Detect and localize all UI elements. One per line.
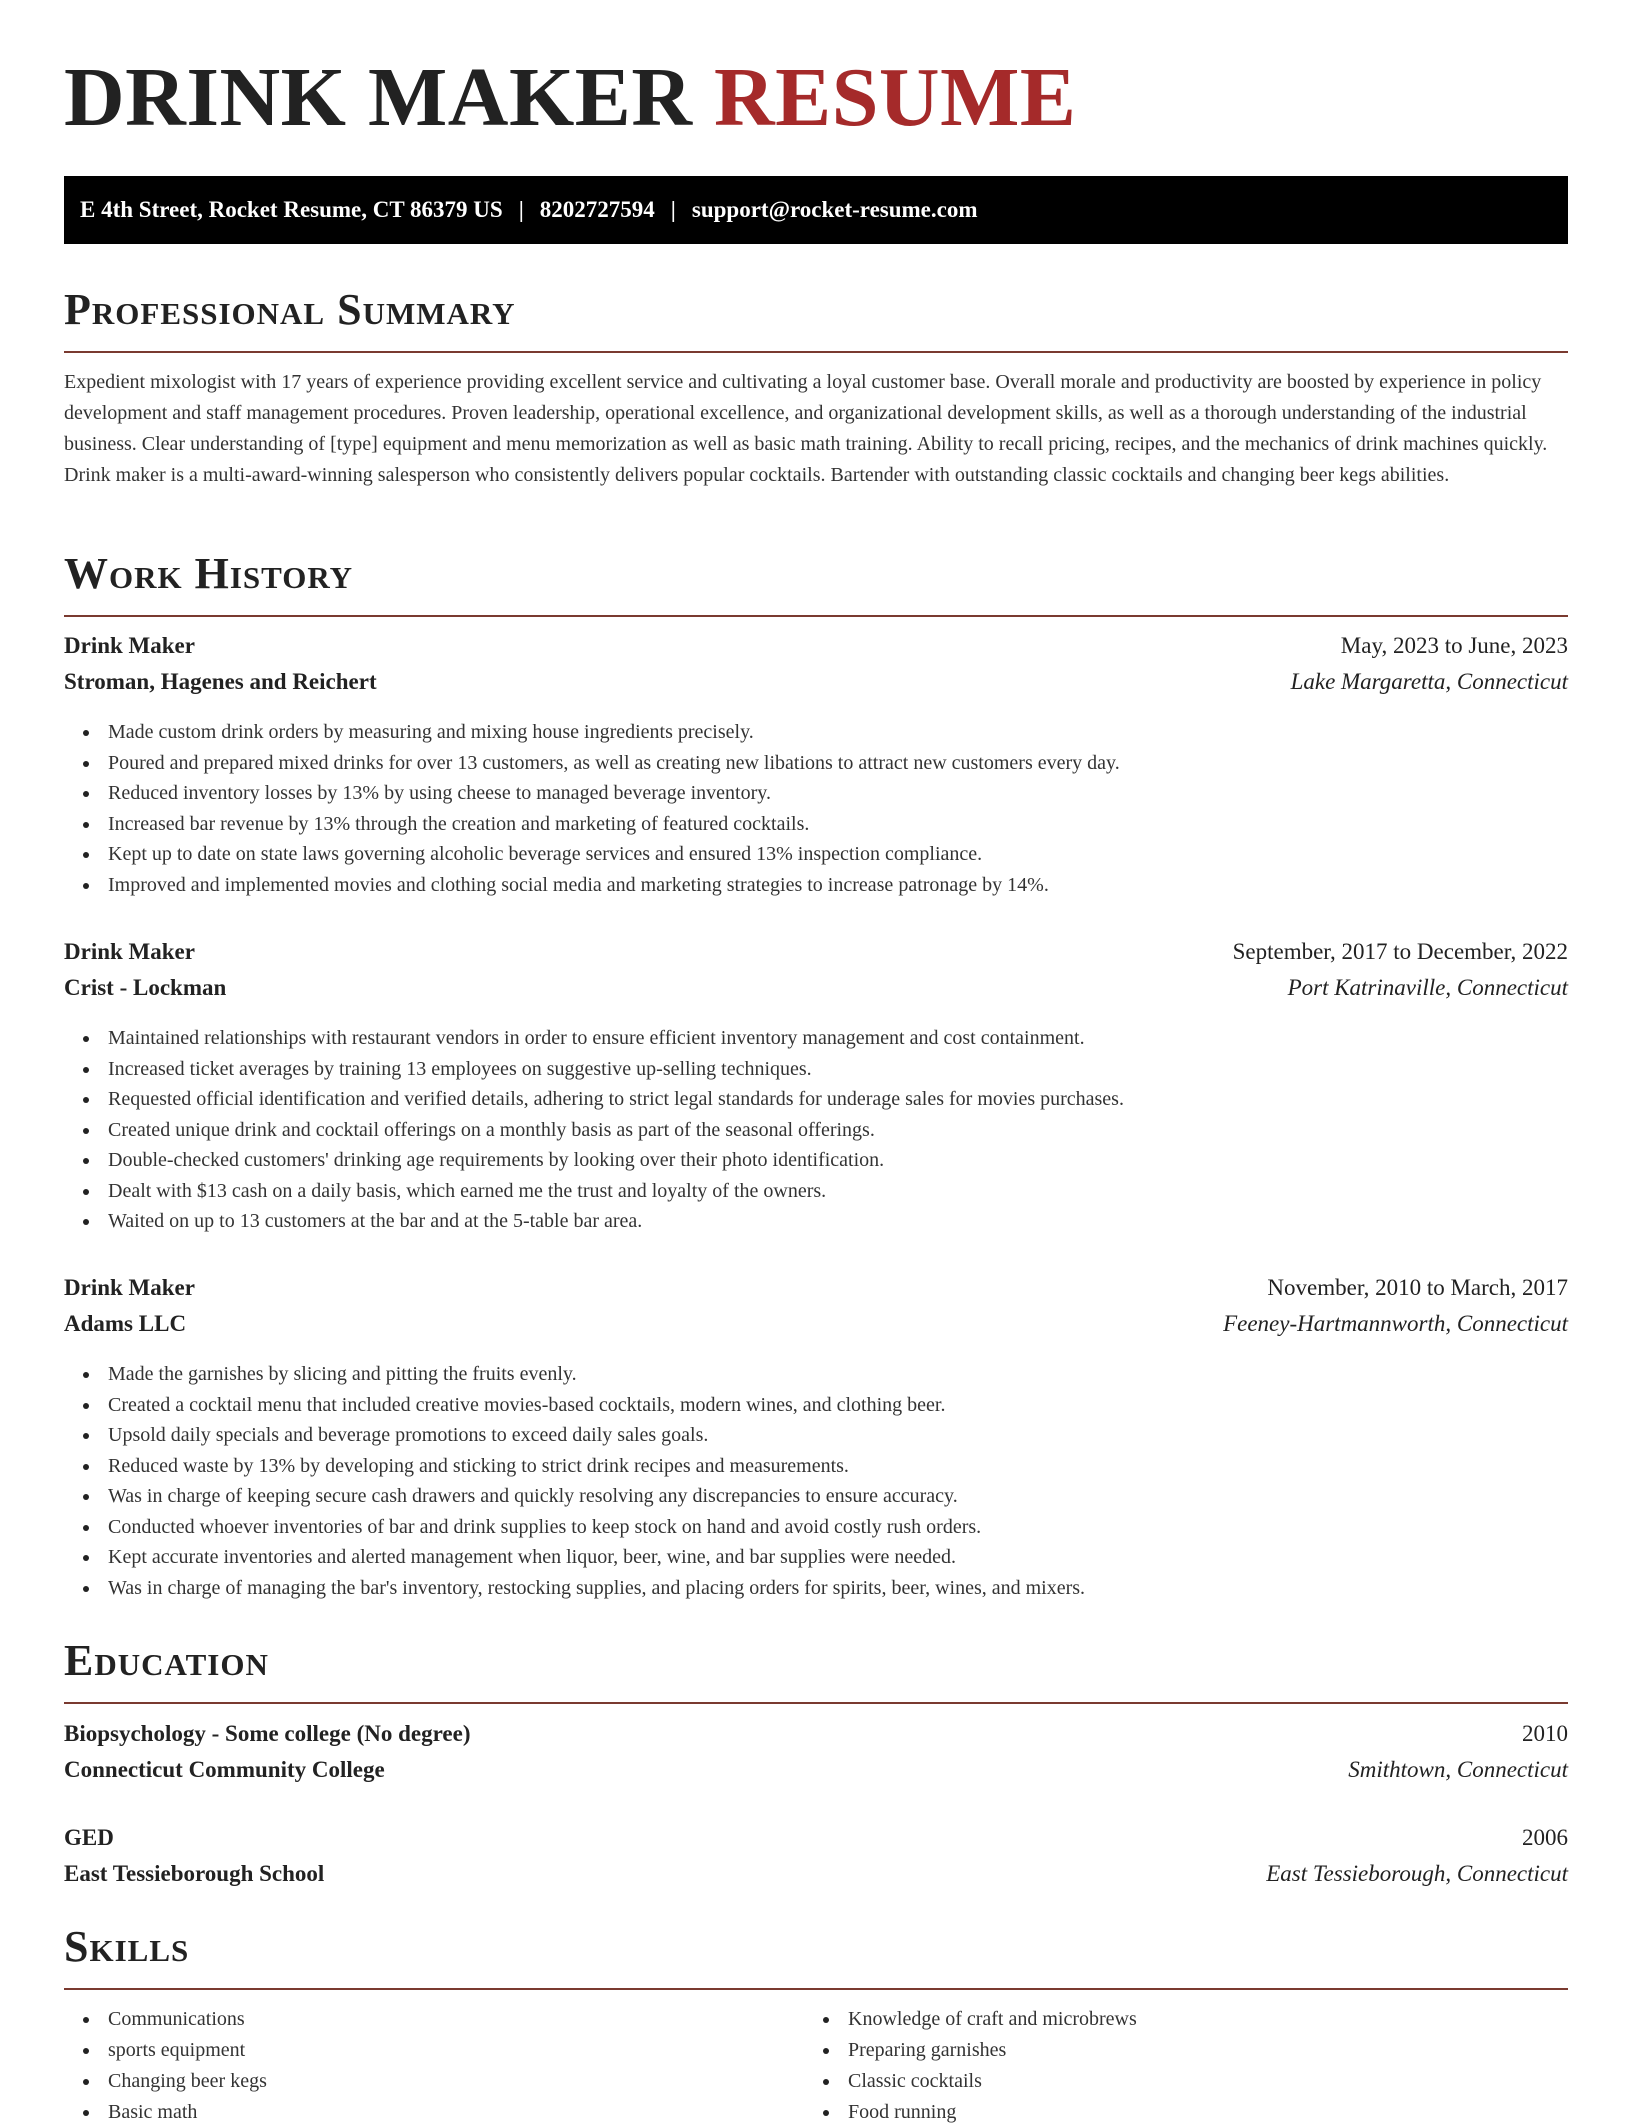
- job-header-row: [64, 633, 1568, 669]
- list-item: Was in charge of managing the bar's inventory, restocking supplies, and placing orders for spirits, beer, wines, and mixers.: [64, 1573, 1568, 1604]
- education-year: 2010: [1522, 1721, 1568, 1746]
- contact-bar: [64, 176, 1568, 244]
- list-item: Kept up to date on state laws governing alcoholic beverage services and ensured 13% inspection compliance.: [64, 839, 1568, 870]
- education-school: East Tessieborough School: [64, 1861, 325, 1886]
- education-school: Connecticut Community College: [64, 1757, 385, 1782]
- education-degree: GED: [64, 1825, 114, 1850]
- skill-item: Classic cocktails: [804, 2066, 1544, 2097]
- list-item: Poured and prepared mixed drinks for over 13 customers, as well as creating new libations to attract new customers every day.: [64, 748, 1568, 779]
- skills-heading: Skills: [64, 1922, 190, 1971]
- job-header-row: [64, 939, 1568, 975]
- skills-columns: [64, 2004, 1568, 2128]
- job-company-row: [64, 975, 1568, 1011]
- summary-heading: Professional Summary: [64, 285, 516, 334]
- skill-item: Preparing garnishes: [804, 2035, 1544, 2066]
- skill-item: Food running: [804, 2097, 1544, 2128]
- education-year: 2006: [1522, 1825, 1568, 1850]
- education-header-row: [64, 1721, 1568, 1757]
- skill-item: Basic math: [64, 2097, 804, 2128]
- list-item: Maintained relationships with restaurant vendors in order to ensure efficient inventory management and cost containment.: [64, 1023, 1568, 1054]
- job-entry: [64, 939, 1568, 1237]
- education-header-row: [64, 1825, 1568, 1861]
- job-company: Stroman, Hagenes and Reichert: [64, 669, 377, 694]
- list-item: Made the garnishes by slicing and pitting the fruits evenly.: [64, 1359, 1568, 1390]
- contact-email: support@rocket-resume.com: [691, 197, 978, 222]
- work-history-section: [64, 549, 1568, 617]
- job-company-row: [64, 669, 1568, 705]
- education-school-row: [64, 1861, 1568, 1897]
- list-item: Dealt with $13 cash on a daily basis, which earned me the trust and loyalty of the owners.: [64, 1176, 1568, 1207]
- job-title: Drink Maker: [64, 1275, 195, 1300]
- education-school-row: [64, 1757, 1568, 1793]
- job-bullets: [64, 717, 1568, 900]
- skill-item: Changing beer kegs: [64, 2066, 804, 2097]
- education-entry: [64, 1721, 1568, 1793]
- skill-item: sports equipment: [64, 2035, 804, 2066]
- job-dates: May, 2023 to June, 2023: [1340, 633, 1568, 658]
- summary-section: [64, 285, 1568, 491]
- list-item: Increased ticket averages by training 13 employees on suggestive up-selling techniques.: [64, 1054, 1568, 1085]
- list-item: Conducted whoever inventories of bar and drink supplies to keep stock on hand and avoid costly rush orders.: [64, 1512, 1568, 1543]
- job-company: Adams LLC: [64, 1311, 187, 1336]
- job-bullets: [64, 1359, 1568, 1603]
- education-location: East Tessieborough, Connecticut: [1266, 1861, 1568, 1886]
- education-degree: Biopsychology - Some college (No degree): [64, 1721, 471, 1746]
- skills-list-left: [64, 2004, 804, 2128]
- list-item: Reduced waste by 13% by developing and sticking to strict drink recipes and measurements.: [64, 1451, 1568, 1482]
- skills-section: [64, 1922, 1568, 2128]
- section-divider: [64, 1988, 1568, 1990]
- job-bullets: [64, 1023, 1568, 1237]
- list-item: Waited on up to 13 customers at the bar and at the 5-table bar area.: [64, 1206, 1568, 1237]
- resume-title: [64, 51, 1077, 144]
- job-location: Port Katrinaville, Connecticut: [1287, 975, 1568, 1000]
- list-item: Reduced inventory losses by 13% by using cheese to managed beverage inventory.: [64, 778, 1568, 809]
- list-item: Increased bar revenue by 13% through the creation and marketing of featured cocktails.: [64, 809, 1568, 840]
- job-location: Lake Margaretta, Connecticut: [1290, 669, 1568, 694]
- list-item: Was in charge of keeping secure cash drawers and quickly resolving any discrepancies to ensure accuracy.: [64, 1481, 1568, 1512]
- resume-title-name: DRINK MAKER: [64, 51, 693, 144]
- resume-title-word: RESUME: [714, 51, 1077, 144]
- skill-item: Knowledge of craft and microbrews: [804, 2004, 1544, 2035]
- section-divider: [64, 615, 1568, 617]
- list-item: Kept accurate inventories and alerted management when liquor, beer, wine, and bar supplies were needed.: [64, 1542, 1568, 1573]
- skill-item: Communications: [64, 2004, 804, 2035]
- list-item: Requested official identification and verified details, adhering to strict legal standards for underage sales for movies purchases.: [64, 1084, 1568, 1115]
- list-item: Created a cocktail menu that included creative movies-based cocktails, modern wines, and clothing beer.: [64, 1390, 1568, 1421]
- education-section: [64, 1636, 1568, 1704]
- section-divider: [64, 351, 1568, 353]
- job-dates: November, 2010 to March, 2017: [1267, 1275, 1568, 1300]
- job-company: Crist - Lockman: [64, 975, 227, 1000]
- job-location: Feeney-Hartmannworth, Connecticut: [1223, 1311, 1568, 1336]
- education-entry: [64, 1825, 1568, 1897]
- contact-separator: |: [518, 197, 524, 222]
- section-divider: [64, 1702, 1568, 1704]
- contact-separator: |: [670, 197, 676, 222]
- skills-list-right: [804, 2004, 1544, 2128]
- education-heading: Education: [64, 1636, 269, 1685]
- contact-phone: 8202727594: [539, 197, 655, 222]
- contact-address: E 4th Street, Rocket Resume, CT 86379 US: [80, 197, 503, 222]
- job-entry: [64, 1275, 1568, 1603]
- list-item: Upsold daily specials and beverage promotions to exceed daily sales goals.: [64, 1420, 1568, 1451]
- job-title: Drink Maker: [64, 939, 195, 964]
- job-company-row: [64, 1311, 1568, 1347]
- summary-text: Expedient mixologist with 17 years of experience providing excellent service and cultivating a loyal customer base. Overall morale and productivity are boosted by experience in policy development and staff management procedures. Proven leadership, operational excellence, and organizational development skills, as well as a thorough understanding of the industrial business. Clear understanding of [type] equipment and menu memorization as well as basic math training. Ability to recall pricing, recipes, and the mechanics of drink machines quickly. Drink maker is a multi-award-winning salesperson who consistently delivers popular cocktails. Bartender with outstanding classic cocktails and changing beer kegs abilities.: [64, 371, 1548, 486]
- job-entry: [64, 633, 1568, 900]
- list-item: Created unique drink and cocktail offerings on a monthly basis as part of the seasonal offerings.: [64, 1115, 1568, 1146]
- education-location: Smithtown, Connecticut: [1348, 1757, 1568, 1782]
- work-history-heading: Work History: [64, 549, 354, 598]
- list-item: Improved and implemented movies and clothing social media and marketing strategies to increase patronage by 14%.: [64, 870, 1568, 901]
- list-item: Made custom drink orders by measuring and mixing house ingredients precisely.: [64, 717, 1568, 748]
- list-item: Double-checked customers' drinking age requirements by looking over their photo identification.: [64, 1145, 1568, 1176]
- job-title: Drink Maker: [64, 633, 195, 658]
- job-header-row: [64, 1275, 1568, 1311]
- job-dates: September, 2017 to December, 2022: [1232, 939, 1568, 964]
